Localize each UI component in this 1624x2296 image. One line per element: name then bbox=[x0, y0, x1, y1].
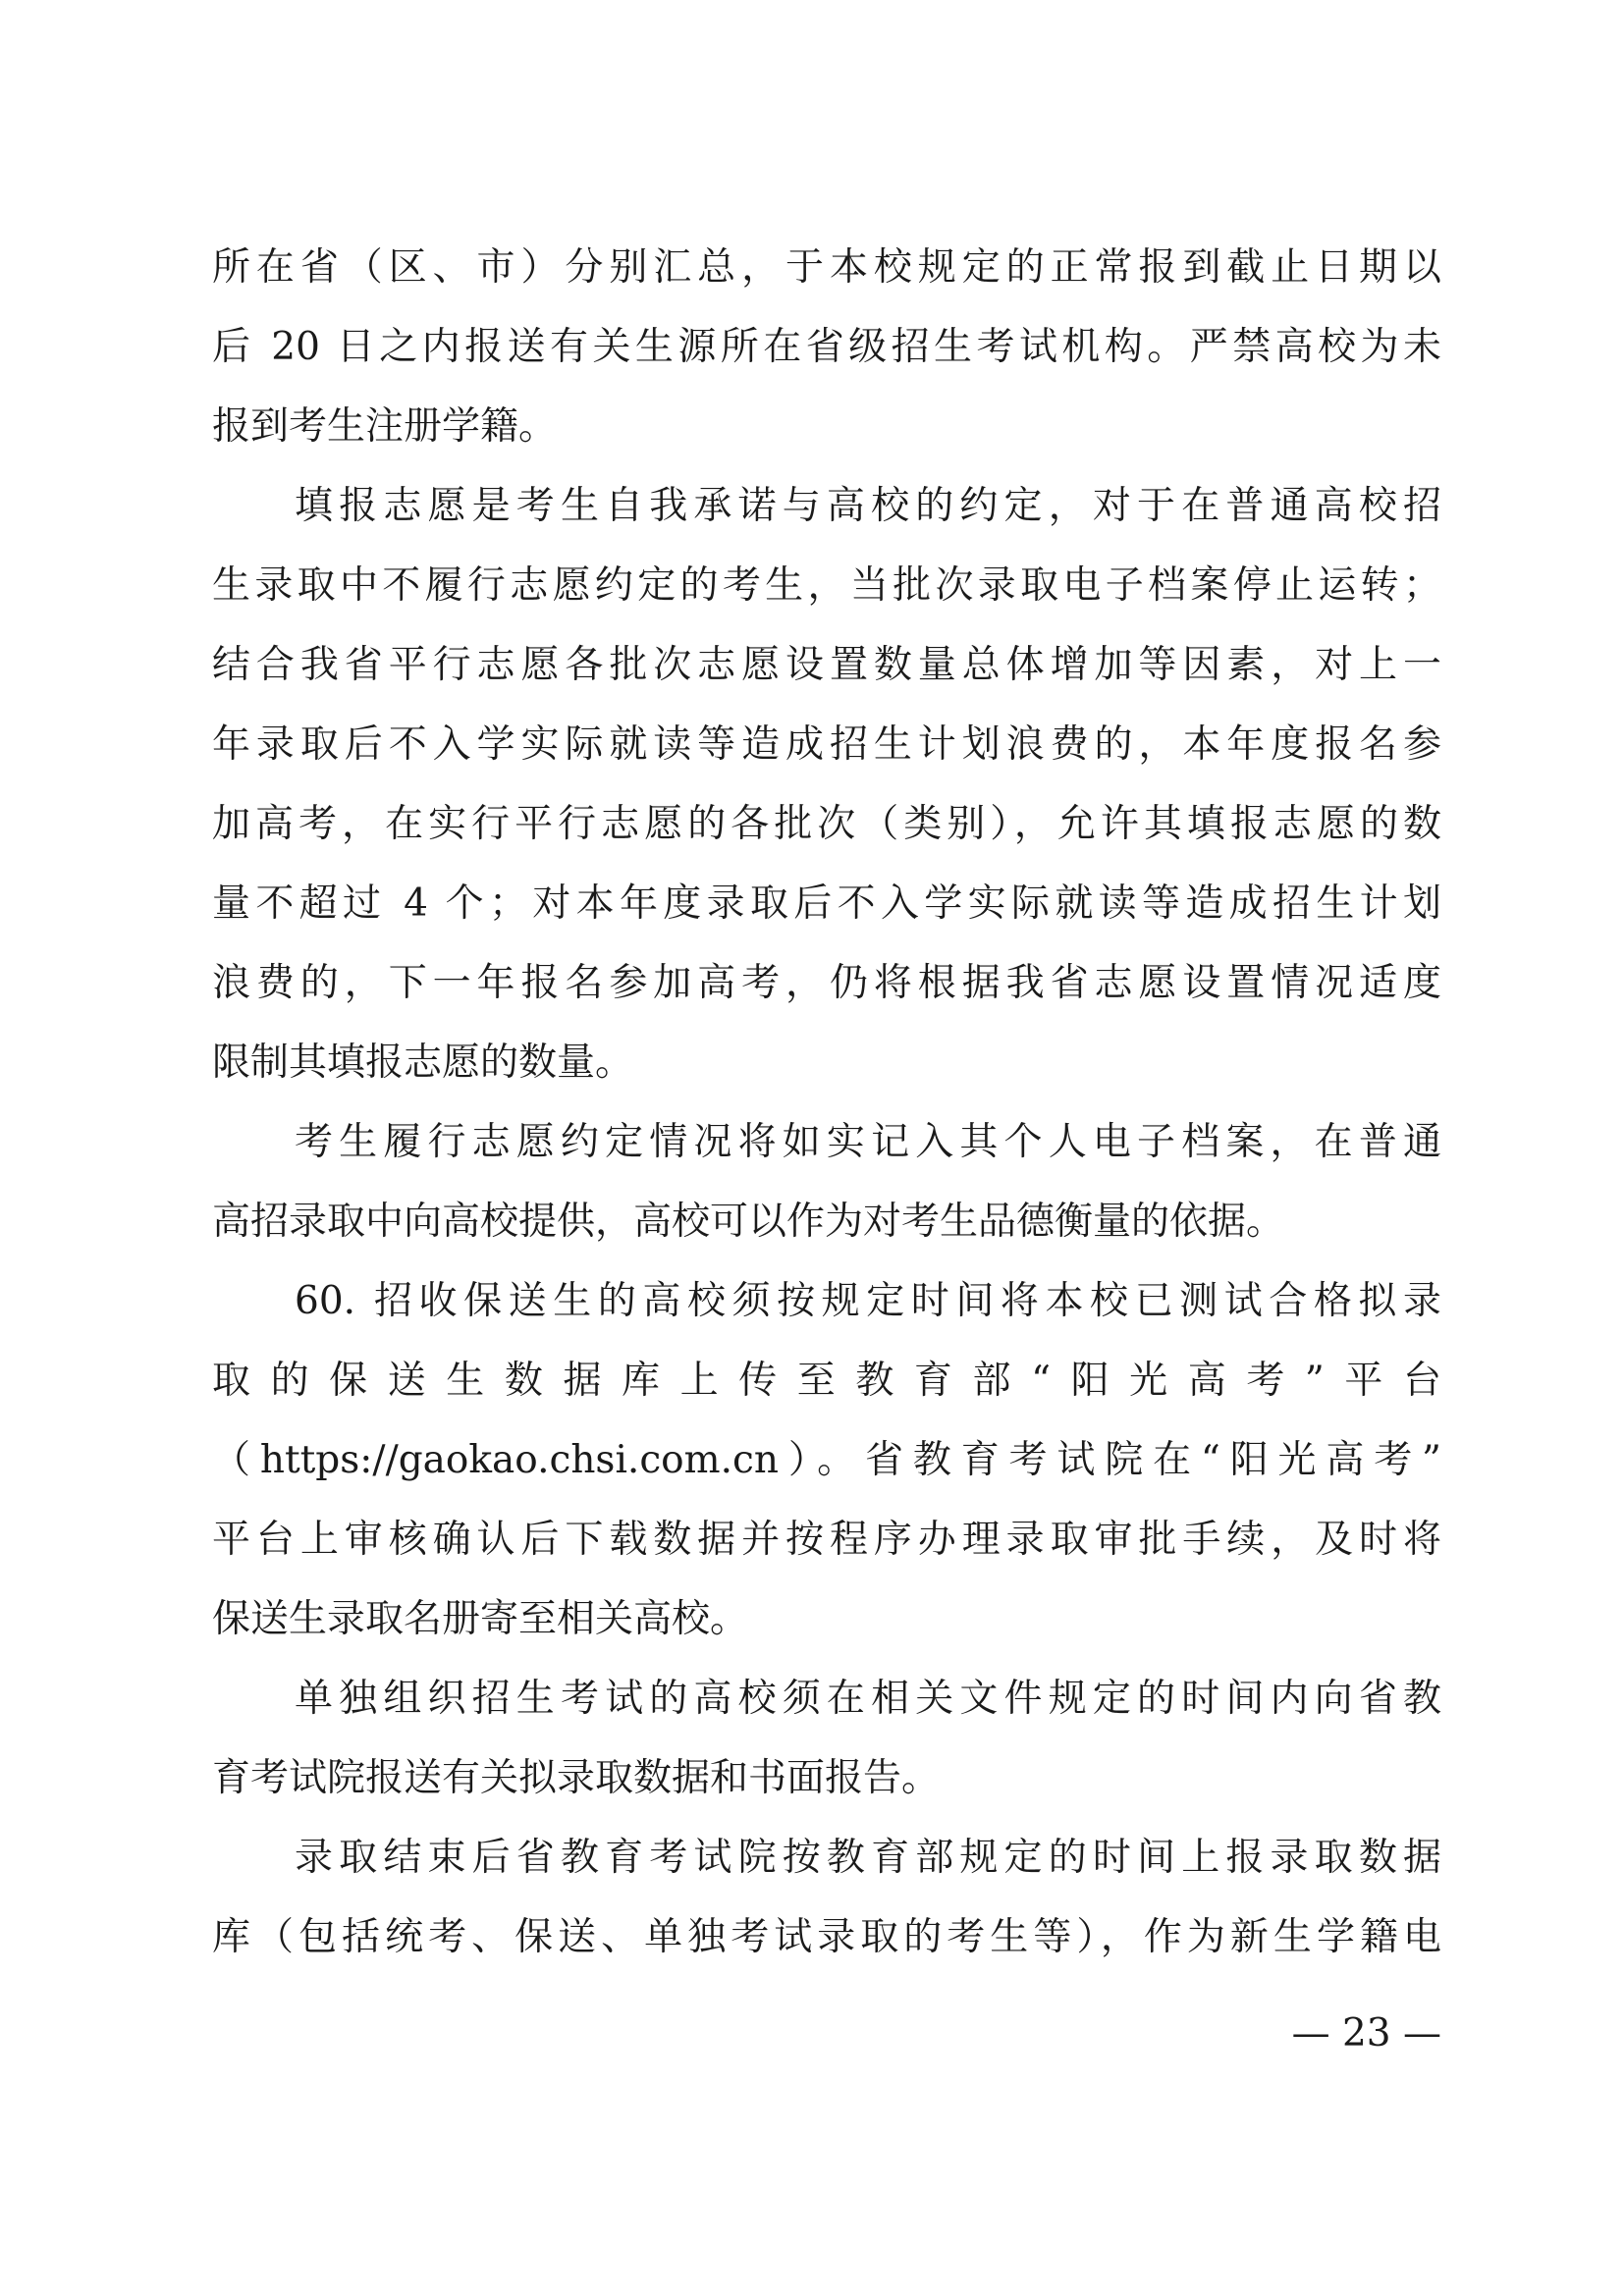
page-number: — 23 — bbox=[1291, 2011, 1441, 2056]
text-line: 考生履行志愿约定情况将如实记入其个人电子档案，在普通 bbox=[295, 1120, 1441, 1164]
text-line: 平台上审核确认后下载数据并按程序办理录取审批手续，及时将 bbox=[212, 1518, 1441, 1562]
text-line: 结合我省平行志愿各批次志愿设置数量总体增加等因素，对上一 bbox=[212, 643, 1441, 687]
text-line: 所在省（区、市）分别汇总，于本校规定的正常报到截止日期以 bbox=[212, 245, 1441, 290]
text-line: 后 20 日之内报送有关生源所在省级招生考试机构。严禁高校为未 bbox=[212, 325, 1441, 369]
text-line: 60. 招收保送生的高校须按规定时间将本校已测试合格拟录 bbox=[295, 1279, 1441, 1323]
text-line: 单独组织招生考试的高校须在相关文件规定的时间内向省教 bbox=[295, 1677, 1441, 1721]
text-line: 浪费的，下一年报名参加高考，仍将根据我省志愿设置情况适度 bbox=[212, 961, 1441, 1005]
text-line: 库（包括统考、保送、单独考试录取的考生等），作为新生学籍电 bbox=[212, 1915, 1441, 1959]
text-line: 限制其填报志愿的数量。 bbox=[212, 1041, 634, 1085]
text-line: 填报志愿是考生自我承诺与高校的约定，对于在普通高校招 bbox=[295, 484, 1441, 528]
text-line: 录取结束后省教育考试院按教育部规定的时间上报录取数据 bbox=[295, 1836, 1441, 1880]
text-line: 年录取后不入学实际就读等造成招生计划浪费的，本年度报名参 bbox=[212, 722, 1441, 767]
text-line: 加高考，在实行平行志愿的各批次（类别），允许其填报志愿的数 bbox=[212, 802, 1441, 846]
text-line: 报到考生注册学籍。 bbox=[212, 404, 558, 449]
text-line: （https://gaokao.chsi.com.cn）。省教育考试院在“阳光高考” bbox=[212, 1438, 1441, 1482]
text-line: 育考试院报送有关拟录取数据和书面报告。 bbox=[212, 1756, 941, 1800]
text-line: 高招录取中向高校提供，高校可以作为对考生品德衡量的依据。 bbox=[212, 1200, 1285, 1244]
document-body bbox=[212, 228, 1441, 1977]
text-line: 取的保送生数据库上传至教育部“阳光高考”平台 bbox=[212, 1359, 1441, 1403]
text-line: 保送生录取名册寄至相关高校。 bbox=[212, 1597, 749, 1641]
text-line: 生录取中不履行志愿约定的考生，当批次录取电子档案停止运转； bbox=[212, 563, 1441, 608]
text-line: 量不超过 4 个；对本年度录取后不入学实际就读等造成招生计划 bbox=[212, 881, 1441, 926]
